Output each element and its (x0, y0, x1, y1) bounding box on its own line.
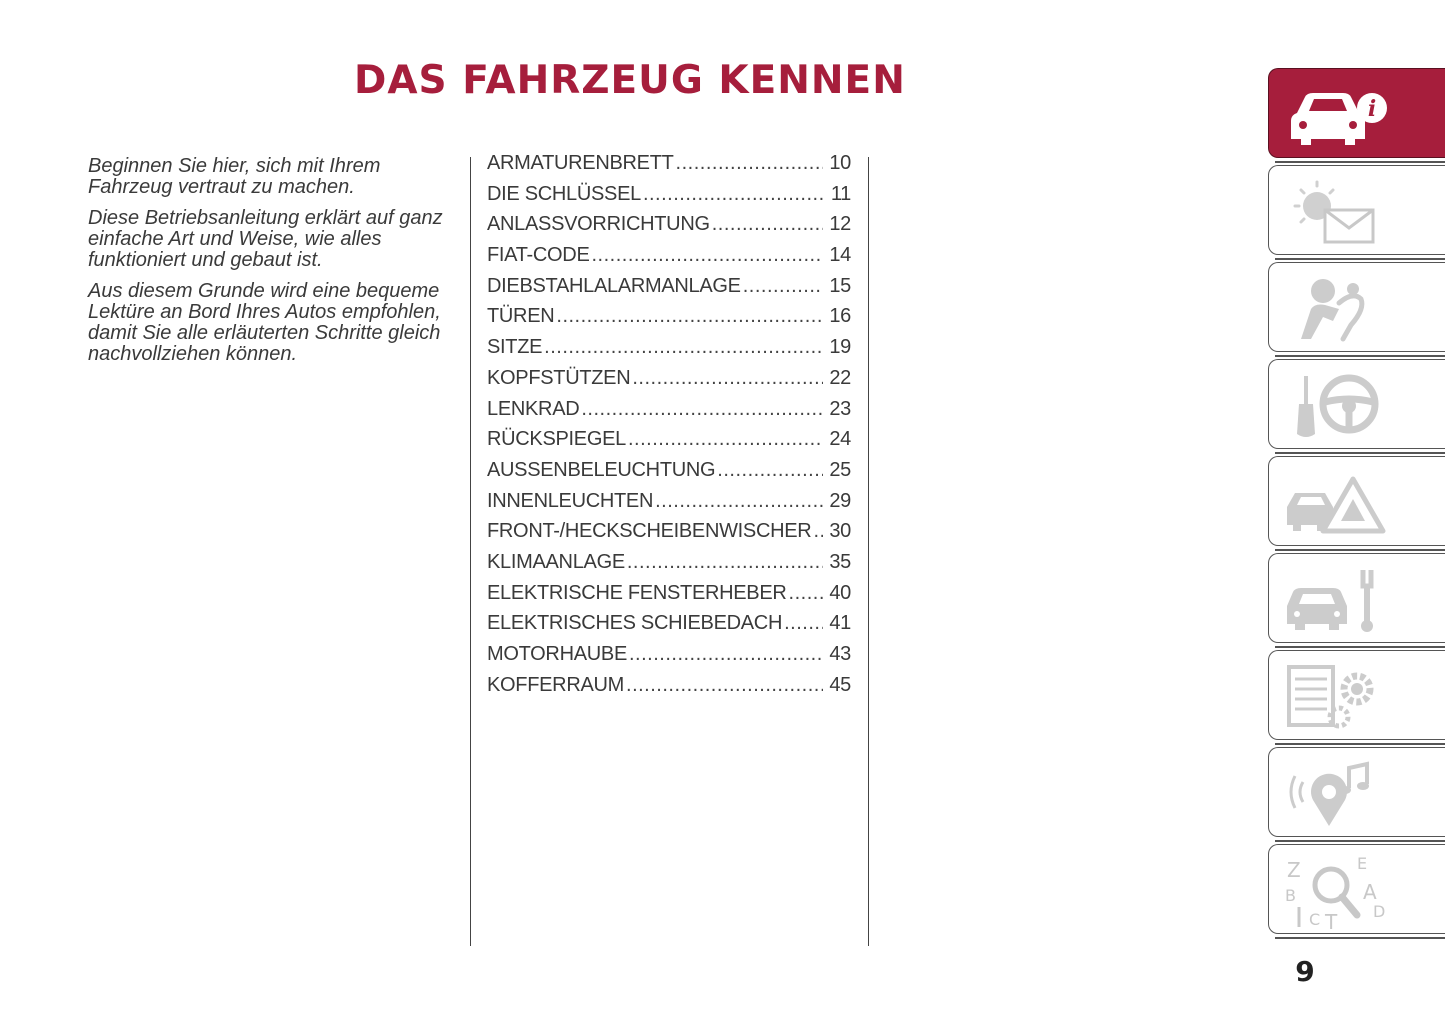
toc-entry[interactable] (487, 367, 851, 398)
toc-entry-page: 25 (829, 458, 851, 481)
toc-leader-dots (789, 582, 823, 605)
car-warning-triangle-icon (1281, 463, 1391, 541)
multimedia-icon (1281, 754, 1391, 832)
index-letter: Z (1287, 858, 1301, 882)
toc-entry[interactable] (487, 459, 851, 490)
toc-entry-title: KLIMAANLAGE (487, 550, 625, 573)
intro-paragraph: Aus diesem Grunde wird eine bequeme Lektüre an Bord Ihres Autos empfohlen, damit Sie alle erläuterten Schritte gleich nachvollziehen können. (88, 280, 441, 365)
toc-entry[interactable] (487, 428, 851, 459)
toc-entry[interactable] (487, 213, 851, 244)
toc-leader-dots (712, 213, 823, 236)
chapter-tab-safety[interactable] (1268, 262, 1445, 352)
index-letter: B (1285, 886, 1296, 905)
toc-entry-page: 15 (829, 274, 851, 297)
car-wrench-icon (1281, 560, 1391, 638)
toc-entry-title: ELEKTRISCHE FENSTERHEBER (487, 581, 787, 604)
intro-paragraph: Beginnen Sie hier, sich mit Ihrem Fahrzeug vertraut zu machen. (88, 155, 381, 198)
toc-entry-page: 40 (829, 581, 851, 604)
toc-entry-page: 23 (829, 397, 851, 420)
toc-leader-dots (626, 674, 823, 697)
toc-leader-dots (717, 459, 823, 482)
intro-text (88, 156, 460, 375)
toc-entry-page: 24 (829, 428, 851, 451)
toc-entry-title: LENKRAD (487, 397, 580, 420)
column-divider-left (470, 157, 471, 946)
page-number: 9 (1295, 955, 1315, 988)
chapter-tab-vehicle[interactable] (1268, 68, 1445, 158)
toc-entry-title: FRONT-/HECKSCHEIBENWISCHER (487, 520, 812, 543)
toc-entry-page: 41 (829, 612, 851, 635)
toc-leader-dots (544, 336, 823, 359)
alphabetical-index-icon (1281, 851, 1391, 929)
toc-leader-dots (592, 244, 824, 267)
toc-entry-title: SITZE (487, 336, 543, 359)
index-letter: C (1309, 910, 1321, 929)
toc-entry-title: KOFFERRAUM (487, 673, 625, 696)
chapter-tab-index[interactable] (1268, 844, 1445, 934)
toc-entry-page: 14 (829, 244, 851, 267)
key-steering-wheel-icon (1281, 366, 1391, 444)
chapter-tab-warning-lights[interactable] (1268, 165, 1445, 255)
warning-light-message-icon (1281, 172, 1391, 250)
toc-entry[interactable] (487, 643, 851, 674)
table-of-contents (487, 152, 851, 704)
chapter-tab-emergency[interactable] (1268, 456, 1445, 546)
toc-entry-title: KOPFSTÜTZEN (487, 366, 631, 389)
toc-leader-dots (627, 551, 823, 574)
toc-leader-dots (556, 305, 823, 328)
svg-text:i: i (1367, 96, 1377, 122)
toc-leader-dots (676, 152, 823, 175)
toc-leader-dots (813, 520, 823, 543)
page-title: DAS FAHRZEUG KENNEN (354, 58, 906, 103)
toc-leader-dots (643, 183, 823, 206)
toc-entry-page: 10 (829, 152, 851, 174)
toc-entry-title: ANLASSVORRICHTUNG (487, 213, 710, 236)
seat-airbag-icon (1281, 269, 1391, 347)
chapter-tab-technical-data[interactable] (1268, 650, 1445, 740)
index-letter: E (1357, 854, 1368, 873)
toc-entry-page: 22 (829, 366, 851, 389)
toc-entry-title: MOTORHAUBE (487, 643, 627, 665)
toc-entry-page: 19 (829, 336, 851, 359)
toc-entry-title: DIEBSTAHLALARMANLAGE (487, 274, 741, 297)
toc-entry[interactable] (487, 398, 851, 429)
toc-leader-dots (632, 367, 823, 390)
toc-entry-page: 35 (829, 550, 851, 573)
toc-entry[interactable] (487, 275, 851, 306)
toc-entry-title: ARMATURENBRETT (487, 152, 674, 174)
toc-entry-page: 11 (830, 182, 851, 205)
toc-entry[interactable] (487, 336, 851, 367)
column-divider-right (868, 157, 869, 946)
toc-leader-dots (784, 612, 823, 635)
specifications-gears-icon (1281, 657, 1391, 735)
toc-entry-title: TÜREN (487, 305, 555, 328)
toc-leader-dots (629, 643, 823, 666)
toc-entry[interactable] (487, 490, 851, 521)
index-letter: A (1363, 880, 1377, 904)
chapter-tab-maintenance[interactable] (1268, 553, 1445, 643)
toc-entry[interactable] (487, 183, 851, 214)
toc-leader-dots (581, 398, 823, 421)
toc-entry[interactable] (487, 152, 851, 183)
intro-paragraph: Diese Betriebsanleitung erklärt auf ganz einfache Art und Weise, wie alles funktioniert und gebaut ist. (88, 207, 443, 271)
toc-leader-dots (655, 490, 823, 513)
toc-entry[interactable] (487, 551, 851, 582)
toc-entry-page: 43 (829, 643, 851, 665)
index-letter: D (1373, 902, 1386, 921)
chapter-tab-driving[interactable] (1268, 359, 1445, 449)
toc-entry-title: AUSSENBELEUCHTUNG (487, 458, 716, 481)
toc-entry[interactable] (487, 244, 851, 275)
toc-entry-title: INNENLEUCHTEN (487, 489, 654, 512)
toc-entry-page: 45 (829, 673, 851, 696)
toc-entry-page: 16 (829, 305, 851, 328)
toc-entry[interactable] (487, 520, 851, 551)
index-letter: T (1325, 910, 1338, 929)
toc-entry-page: 30 (829, 520, 851, 543)
toc-leader-dots (628, 428, 823, 451)
toc-entry[interactable] (487, 674, 851, 705)
toc-entry-title: RÜCKSPIEGEL (487, 428, 626, 451)
toc-entry-page: 29 (829, 489, 851, 512)
chapter-tab-multimedia[interactable] (1268, 747, 1445, 837)
toc-entry-title: ELEKTRISCHES SCHIEBEDACH (487, 612, 783, 635)
toc-entry-title: DIE SCHLÜSSEL (487, 182, 641, 205)
toc-entry[interactable] (487, 582, 851, 613)
toc-entry[interactable] (487, 612, 851, 643)
toc-entry-title: FIAT-CODE (487, 244, 590, 267)
toc-entry-page: 12 (829, 213, 851, 236)
toc-entry[interactable] (487, 305, 851, 336)
car-info-icon (1281, 75, 1391, 153)
toc-leader-dots (743, 275, 823, 298)
